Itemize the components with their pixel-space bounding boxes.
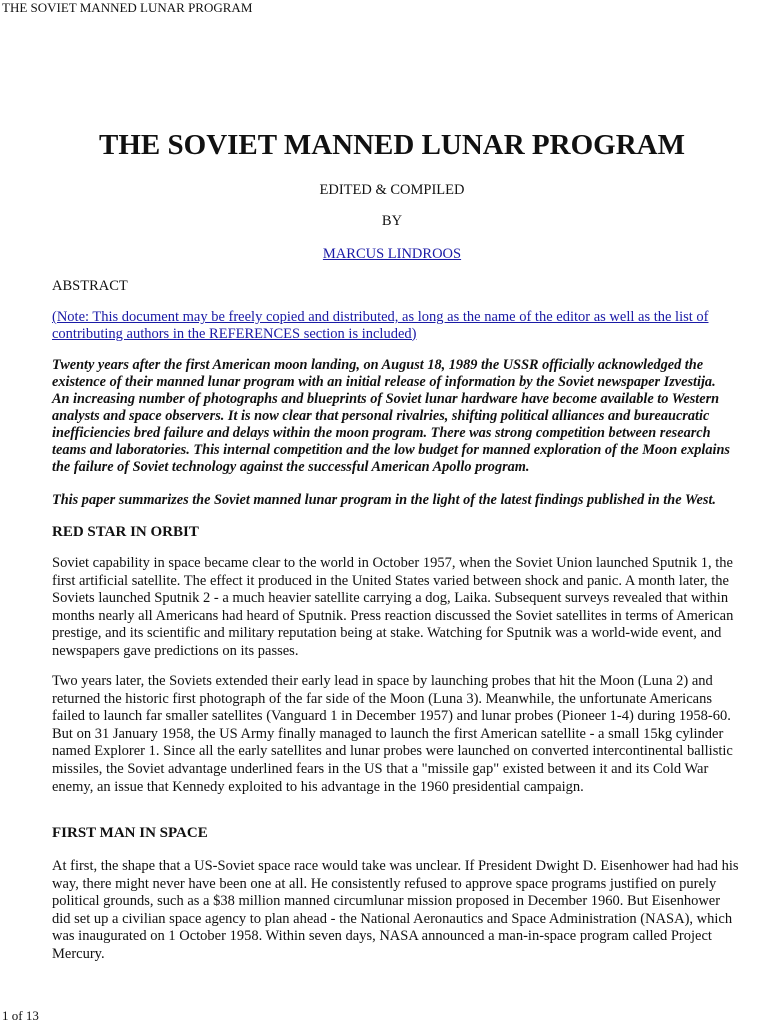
page-title: THE SOVIET MANNED LUNAR PROGRAM: [99, 129, 685, 161]
abstract-paragraph-1: Twenty years after the first American moon landing, on August 18, 1989 the USSR officially acknowledged the existence of their manned lunar program with an initial release of information by the Soviet newspaper Izvestija. An increasing number of photographs and blueprints of Soviet lunar hardware have become available to Western analysts and space observers. It is now clear that personal rivalries, shifting political alliances and bureaucratic inefficiencies bred failure and delays within the moon program. There was strong competition between research teams and laboratories. This internal competition and the low budget for manned exploration of the Moon explains the failure of Soviet technology against the successful American Apollo program.: [52, 357, 730, 475]
author-line: [52, 245, 732, 263]
page-counter: 1 of 13: [2, 1008, 39, 1023]
print-header-title: THE SOVIET MANNED LUNAR PROGRAM: [2, 0, 253, 15]
section-heading-first-man: FIRST MAN IN SPACE: [52, 825, 208, 841]
abstract-heading: ABSTRACT: [52, 278, 128, 294]
author-link[interactable]: MARCUS LINDROOS: [322, 246, 462, 262]
abstract-paragraph-2: This paper summarizes the Soviet manned lunar program in the light of the latest findings published in the West.: [52, 492, 716, 508]
by-line: BY: [381, 213, 403, 229]
section-paragraph: Two years later, the Soviets extended their early lead in space by launching probes that hit the Moon (Luna 2) and returned the historic first photograph of the far side of the Moon (Luna 3). Meanwhile, the unfortunate Americans failed to launch far smaller satellites (Vanguard 1 in December 1957) and lunar probes (Pioneer 1-4) during 1958-60. But on 31 January 1958, the US Army finally managed to launch the first American satellite - a small 15kg cylinder named Explorer 1. Since all the early satellites and lunar probes were launched on converted intercontinental ballistic missiles, the Soviet advantage underlined fears in the US that a "missile gap" existed between it and its Cold War enemy, an issue that Kennedy exploited to his advantage in the 1960 presidential campaign.: [52, 673, 733, 795]
section-paragraph: At first, the shape that a US-Soviet space race would take was unclear. If President Dwight D. Eisenhower had had his way, there might never have been one at all. He consistently refused to approve space programs justified on purely political grounds, such as a $38 million manned circumlunar mission proposed in December 1960. But Eisenhower did set up a civilian space agency to plan ahead - the National Aeronautics and Space Administration (NASA), which was inaugurated on 1 October 1958. Within seven days, NASA announced a man-in-space program called Project Mercury.: [52, 858, 739, 962]
section-paragraph: Soviet capability in space became clear to the world in October 1957, when the Soviet Union launched Sputnik 1, the first artificial satellite. The effect it produced in the United States varied between shock and panic. A month later, the Soviets launched Sputnik 2 - a much heavier satellite carrying a dog, Laika. Subsequent surveys revealed that within months nearly all Americans had heard of Sputnik. Press reaction discussed the Soviet satellites in terms of American prestige, and its scientific and military reputation being at stake. Watching for Sputnik was a world-wide event, and newspapers gave predictions on its passes.: [52, 555, 734, 659]
edited-compiled-line: EDITED & COMPILED: [319, 182, 465, 198]
section-heading-red-star: RED STAR IN ORBIT: [52, 524, 199, 540]
copyright-note-link[interactable]: (Note: This document may be freely copied and distributed, as long as the name of the editor as well as the list of contributing authors in the REFERENCES section is included): [52, 309, 709, 342]
